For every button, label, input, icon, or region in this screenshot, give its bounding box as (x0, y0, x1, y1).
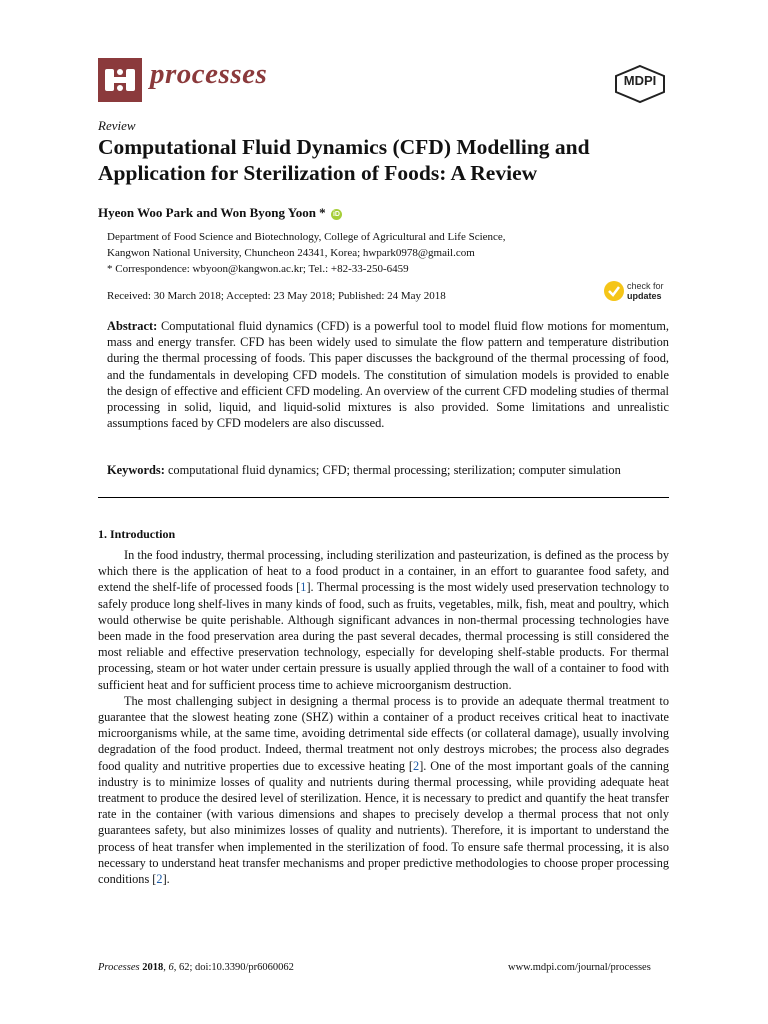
author-names: Hyeon Woo Park and Won Byong Yoon * (98, 205, 326, 220)
publication-dates: Received: 30 March 2018; Accepted: 23 May 2018; Published: 24 May 2018 (107, 290, 446, 302)
article-type: Review (98, 118, 136, 133)
affiliation-line: Kangwon National University, Chuncheon 24341, Korea; hwpark0978@gmail.com (107, 247, 475, 259)
paragraph-text: In the food industry, thermal processing, including sterilization and pasteurization, is defined as the process by which there is the application of heat to a food product in a container, in an effort to guarantee food safety, and extend the shelf-life of processed foods [ (98, 548, 669, 595)
footer-url[interactable]: www.mdpi.com/journal/processes (508, 962, 651, 973)
correspondence: * Correspondence: wbyoon@kangwon.ac.kr; Tel.: +82-33-250-6459 (107, 263, 409, 275)
introduction-body (98, 547, 669, 887)
divider (98, 497, 669, 498)
keywords-text: computational fluid dynamics; CFD; thermal processing; sterilization; computer simulation (167, 463, 621, 477)
footer-doi: , 62; doi:10.3390/pr6060062 (173, 962, 294, 973)
check-updates-text (627, 281, 664, 301)
affiliations (107, 229, 667, 277)
keywords (107, 462, 669, 478)
check-for-updates-badge[interactable] (603, 280, 673, 306)
footer-citation: Processes 2018, 6, 62; doi:10.3390/pr6060062 (98, 962, 294, 973)
paragraph-text: ]. (162, 872, 170, 887)
abstract-text: Computational fluid dynamics (CFD) is a powerful tool to model fluid flow motions for momentum, mass and energy transfer. CFD has been widely used to simulate the flow pattern and temperature distribution during the thermal processing of foods. This paper discusses the background of the thermal processing of food, and the fundamentals in developing CFD models. The constitution of simulation models is provided to enable the design of effective and efficient CFD modeling. An overview of the current CFD modeling studies of thermal processing in solid, liquid, and liquid-solid mixtures is also provided. Some limitations and unrealistic assumptions faced by CFD modelers are also discussed. (107, 319, 669, 431)
check-updates-line2: updates (627, 291, 662, 301)
processes-logo-icon (98, 58, 142, 102)
citation-link[interactable]: 1 (300, 580, 307, 595)
citation-link[interactable]: 2 (156, 872, 163, 887)
paragraph-text: ]. Thermal processing is the most widely used preservation technology to safely produce long shelf-lives in many kinds of food, such as fruits, vegetables, milk, fish, meat and poultry, which would otherwise be quite perishable. Although significant advances in non-thermal processing technologies have been made in the food preservation area during the past several decades, thermal processing is still considered the most reliable and effective preservation technology, especially for developing shelf-stable products. For thermal processing, steam or hot water under certain pressure is usually applied through the wall of a container to food with sufficient heat and for sufficient process time to achieve microorganism destruction. (98, 580, 669, 692)
footer-journal: Processes (98, 962, 140, 973)
section-heading: 1. Introduction (98, 527, 176, 541)
affiliation-line: Department of Food Science and Biotechnology, College of Agricultural and Life Science, (107, 231, 506, 243)
paragraph (98, 547, 669, 693)
paragraph-text: ]. One of the most important goals of the canning industry is to minimize losses of quality and nutrients during thermal processing, while providing adequate heat treatment to produce the desired level of sterilization. Hence, it is necessary to predict and quantify the heat transfer rate in the container (with various dimensions and shapes to precisely develop a thermal process that not only guarantees safety, but also minimizes losses of quality and nutrients). Therefore, it is important to understand the process of heat transfer when implemented in the sterilization of food. To ensure safe thermal processing, it is also necessary to understand heat transfer mechanisms and proper predictive methodologies to choose proper processing conditions [ (98, 758, 669, 887)
footer-volume: 6 (168, 962, 174, 973)
keywords-label: Keywords: (107, 463, 165, 477)
citation-link[interactable]: 2 (413, 758, 420, 773)
authors (98, 205, 342, 221)
footer-year: 2018 (142, 962, 164, 973)
mdpi-logo (612, 64, 668, 104)
journal-logo (98, 58, 142, 102)
abstract (107, 318, 669, 431)
publisher-name: MDPI (623, 73, 657, 88)
check-updates-icon (603, 280, 625, 302)
abstract-label: Abstract: (107, 319, 158, 333)
check-updates-line1: check for (627, 281, 664, 291)
paragraph (98, 693, 669, 887)
article-title: Computational Fluid Dynamics (CFD) Modelling and Application for Sterilization of Foods: A Review (98, 135, 590, 185)
journal-name: processes (150, 58, 268, 90)
orcid-icon[interactable]: iD (332, 211, 340, 218)
paragraph-text: The most challenging subject in designing a thermal process is to provide an adequate thermal treatment to guarantee that the slowest heating zone (SHZ) within a container of a product receives critical heat to inactivate microorganisms while, at the same time, avoiding detrimental side effects (or collateral damage), usually involving degradation of the food product. Indeed, thermal treatment not only destroys microbes; the process also degrades food quality and nutritive properties due to excessive heating [ (98, 693, 669, 773)
